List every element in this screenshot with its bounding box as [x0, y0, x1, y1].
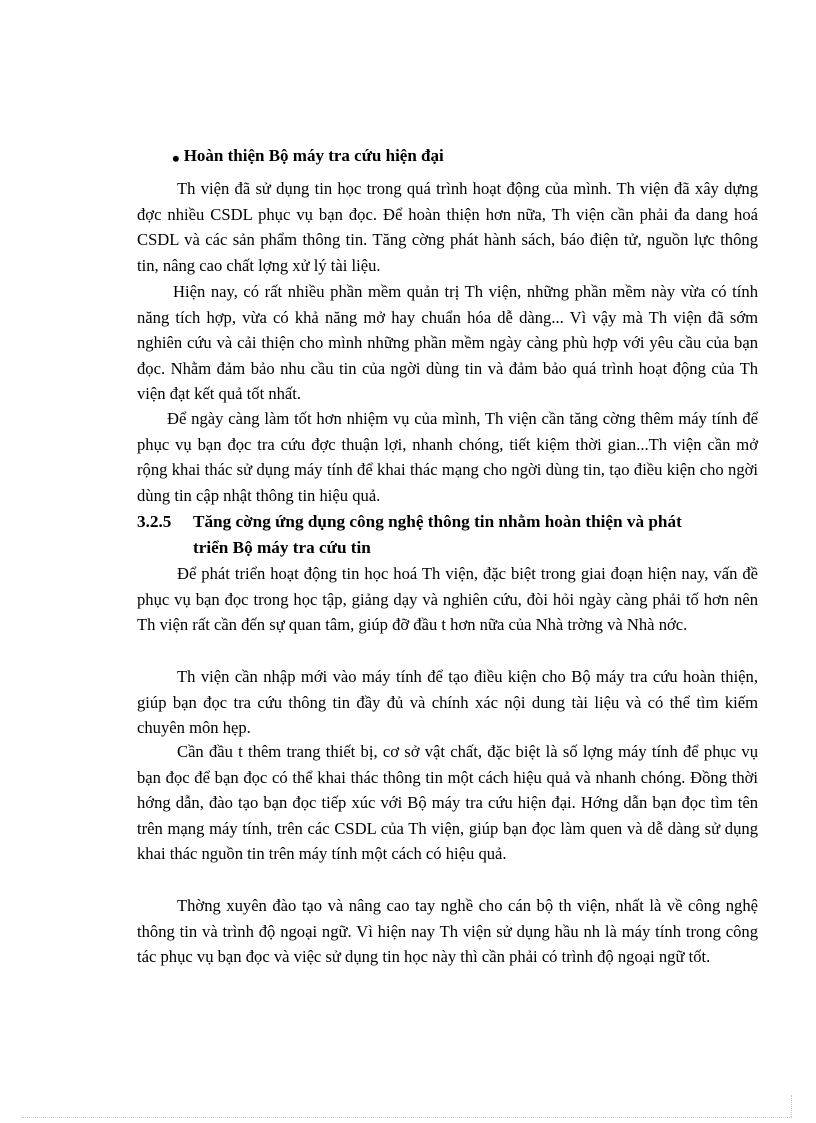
paragraph-7	[137, 893, 758, 970]
paragraph-2-text: Hiện nay, có rất nhiều phần mềm quản trị Th viện, những phần mềm này vừa có tính năng tích hợp, vừa có khả năng mở hay chuẩn hóa dễ dàng... Vì vậy mà Th viện đã sớm nghiên cứu và cải thiện cho mình những phần mềm ngày càng phù hợp với yêu cầu của bạn đọc. Nhằm đảm bảo nhu cầu tin của ngời dùng tin và đảm bảo quá trình hoạt động của Th viện đạt kết quả tốt nhất.	[137, 282, 758, 404]
paragraph-3	[137, 406, 758, 508]
bullet-icon: •	[172, 146, 180, 171]
paragraph-5-text: Th viện cần nhập mới vào máy tính để tạo điều kiện cho Bộ máy tra cứu hoàn thiện, giúp bạn đọc tra cứu thông tin đầy đủ và chính xác nội dung tài liệu và có thể tìm kiếm chuyên môn hẹp.	[137, 667, 758, 738]
bullet-heading	[172, 146, 772, 169]
paragraph-1-text: Th viện đã sử dụng tin học trong quá trình hoạt động của mình. Th viện đã xây dựng đợc nhiều CSDL phục vụ bạn đọc. Để hoàn thiện hơn nữa, Th viện cần phải đa dang hoá CSDL và các sản phẩm thông tin. Tăng cờng phát hành sách, báo điện tử, nguồn lực thông tin, nâng cao chất lợng xử lý tài liệu.	[137, 179, 758, 275]
paragraph-6	[137, 739, 758, 867]
page-side-border	[791, 1095, 792, 1117]
section-heading	[137, 509, 777, 561]
paragraph-4-text: Để phát triển hoạt động tin học hoá Th viện, đặc biệt trong giai đoạn hiện nay, vấn đề phục vụ bạn đọc trong học tập, giảng dạy và nghiên cứu, đòi hỏi ngày càng phải tố hơn nên Th viện rất cần đến sự quan tâm, giúp đỡ đầu t hơn nữa của Nhà trờng và Nhà nớc.	[137, 564, 758, 635]
page-bottom-border	[22, 1117, 792, 1118]
paragraph-7-text: Thờng xuyên đào tạo và nâng cao tay nghề cho cán bộ th viện, nhất là về công nghệ thông tin và trình độ ngoại ngữ. Vì hiện nay Th viện sử dụng hầu nh là máy tính trong công tác phục vụ bạn đọc và việc sử dụng tin học này thì cần phải có trình độ ngoại ngữ tốt.	[137, 896, 758, 967]
paragraph-6-text: Cần đầu t thêm trang thiết bị, cơ sở vật chất, đặc biệt là số lợng máy tính để phục vụ bạn đọc để bạn đọc có thể khai thác thông tin một cách hiệu quả và nhanh chóng. Đồng thời hớng dẫn, đào tạo bạn đọc tiếp xúc với Bộ máy tra cứu hiện đại. Hớng dẫn bạn đọc tìm tên trên mạng máy tính, trên các CSDL của Th viện, giúp bạn đọc làm quen và dễ dàng sử dụng khai thác nguồn tin trên máy tính một cách có hiệu quả.	[137, 742, 758, 864]
paragraph-1	[137, 176, 758, 278]
section-title-line1: Tăng cờng ứng dụng công nghệ thông tin nhằm hoàn thiện và phát	[193, 512, 682, 531]
paragraph-5	[137, 664, 758, 741]
bullet-heading-text: Hoàn thiện Bộ máy tra cứu hiện đại	[183, 146, 444, 165]
section-title-line2: triển Bộ máy tra cứu tin	[193, 538, 371, 557]
paragraph-3-text: Để ngày càng làm tốt hơn nhiệm vụ của mình, Th viện cần tăng cờng thêm máy tính để phục vụ bạn đọc tra cứu đợc thuận lợi, nhanh chóng, tiết kiệm thời gian...Th viện cần mở rộng khai thác sử dụng máy tính để khai thác mạng cho ngời dùng tin, tạo điều kiện cho ngời dùng tin cập nhật thông tin hiệu quả.	[137, 409, 758, 505]
paragraph-2	[137, 279, 758, 407]
paragraph-4	[137, 561, 758, 638]
section-number: 3.2.5	[137, 512, 172, 531]
